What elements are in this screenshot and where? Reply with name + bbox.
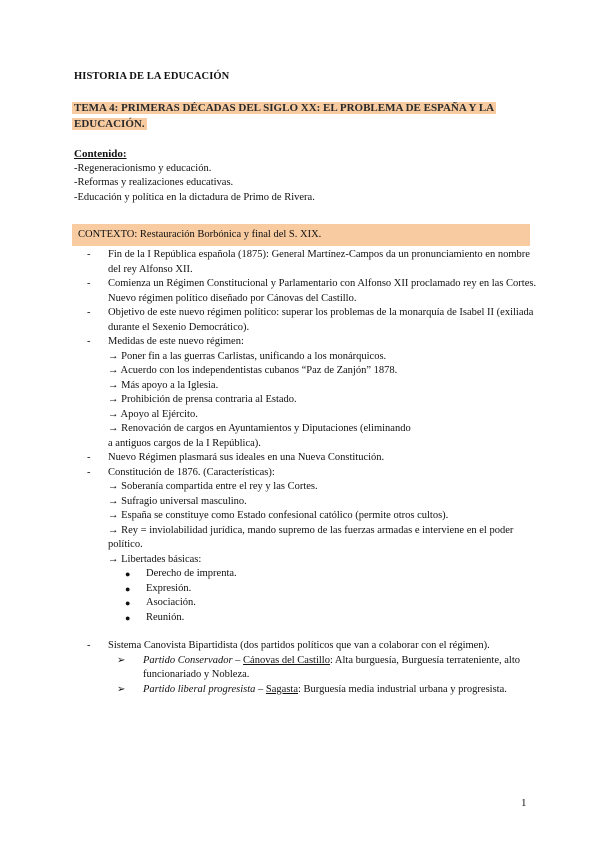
contents-section <box>74 147 544 205</box>
list-item-text: Objetivo de este nuevo régimen político: superar los problemas de la monarquía de Isabel II (exiliada durante el Sexenio Democrático). <box>108 307 534 333</box>
party-item <box>117 654 537 683</box>
arrow-right-icon: → <box>108 481 119 492</box>
arrow-right-icon: → <box>108 423 119 434</box>
dash-marker: - <box>87 452 91 463</box>
list-item-text: Fin de la I República española (1875): General Martínez-Campos da un pronunciamiento en nombre del rey Alfonso XII. <box>108 249 530 275</box>
party-leader: Cánovas del Castillo <box>243 654 330 666</box>
context-label: CONTEXTO: Restauración Borbónica y final del S. XIX. <box>78 228 322 240</box>
freedom-item: ● Derecho de imprenta. <box>120 567 537 582</box>
spacer <box>87 625 537 639</box>
freedoms-list <box>120 567 537 625</box>
list-item <box>87 451 537 466</box>
measure-line: → Acuerdo con los independentistas cubanos “Paz de Zanjón” 1878. <box>108 365 398 376</box>
arrow-right-icon: → <box>108 524 119 536</box>
arrow-right-icon: → <box>108 350 119 362</box>
topic-title <box>72 101 532 132</box>
list-item-text: Nuevo Régimen plasmará sus ideales en una Nueva Constitución. <box>108 452 385 463</box>
feature-line: → Sufragio universal masculino. <box>108 495 247 507</box>
feature-line: → Soberanía compartida entre el rey y las Cortes. <box>108 481 318 492</box>
list-item-text: Constitución de 1876. (Características): <box>108 466 275 478</box>
measure-line: → Más apoyo a la Iglesia. <box>108 379 219 391</box>
list-item-text: Comienza un Régimen Constitucional y Parlamentario con Alfonso XII proclamado rey en las Cortes. Nuevo régimen político diseñado por Cánovas del Castillo. <box>108 278 537 304</box>
arrow-right-icon: → <box>108 495 119 507</box>
bullet-icon: ● <box>125 612 131 623</box>
list-item-constitution <box>87 466 537 626</box>
context-banner <box>72 224 530 246</box>
contents-item: -Reformas y realizaciones educativas. <box>74 177 234 188</box>
list-item-measures <box>87 335 537 451</box>
measure-line: → Renovación de cargos en Ayuntamientos y Diputaciones (eliminando <box>108 423 411 434</box>
measure-line: → Poner fin a las guerras Carlistas, unificando a los monárquicos. <box>108 350 387 362</box>
feature-line: → España se constituye como Estado confesional católico (permite otros cultos). <box>108 510 449 521</box>
arrow-right-icon: → <box>108 510 119 521</box>
bullet-icon: ● <box>125 583 131 594</box>
feature-line: → Libertades básicas: <box>108 553 202 565</box>
party-item <box>117 683 537 698</box>
document-title: HISTORIA DE LA EDUCACIÓN <box>74 71 230 82</box>
dash-marker: - <box>87 307 91 318</box>
party-description: : Burguesía media industrial urbana y progresista. <box>297 683 507 695</box>
feature-line: → Rey = inviolabilidad jurídica, mando supremo de las fuerzas armadas e interviene en el poder político. <box>108 524 514 550</box>
arrow-right-icon: → <box>108 553 119 565</box>
arrow-right-icon: → <box>108 408 119 420</box>
arrow-right-icon: → <box>108 379 119 391</box>
contents-heading: Contenido: <box>74 148 127 160</box>
dash-marker: - <box>87 640 91 651</box>
bullet-icon: ● <box>125 598 131 608</box>
contents-item: -Educación y política en la dictadura de Primo de Rivera. <box>74 191 315 203</box>
party-leader: Sagasta <box>265 683 298 695</box>
page-number: 1 <box>521 797 527 809</box>
topic-title-text: TEMA 4: PRIMERAS DÉCADAS DEL SIGLO XX: EL PROBLEMA DE ESPAÑA Y LA EDUCACIÓN. <box>74 102 495 130</box>
arrowhead-icon: ➢ <box>117 654 126 666</box>
freedom-item: ● Reunión. <box>120 611 537 626</box>
list-item-text: Sistema Canovista Bipartidista (dos partidos políticos que van a colaborar con el régimen). <box>108 640 490 651</box>
main-list <box>87 248 537 697</box>
parties-list <box>117 654 537 698</box>
bullet-icon: ● <box>125 569 131 579</box>
freedom-item: ● Expresión. <box>120 582 537 597</box>
dash-marker: - <box>87 278 91 289</box>
dash-marker: - <box>87 466 91 478</box>
party-separator: – <box>232 654 244 666</box>
measure-line: → Prohibición de prensa contraria al Estado. <box>108 394 297 405</box>
arrow-right-icon: → <box>108 394 119 405</box>
party-name: Partido liberal progresista <box>143 683 256 695</box>
measure-line: → Apoyo al Ejército. <box>108 408 198 420</box>
arrow-right-icon: → <box>108 365 119 376</box>
party-separator: – <box>255 683 266 695</box>
party-description: : Alta burguesía, Burguesía terrateniente, alto funcionariado y Nobleza. <box>143 654 520 680</box>
party-name: Partido Conservador <box>143 654 233 666</box>
dash-marker: - <box>87 336 91 347</box>
measure-continuation: a antiguos cargos de la I República). <box>108 437 261 449</box>
dash-marker: - <box>87 249 91 260</box>
freedom-item: ● Asociación. <box>120 596 537 611</box>
list-item-text: Medidas de este nuevo régimen: <box>108 336 244 347</box>
arrowhead-icon: ➢ <box>117 683 126 695</box>
contents-item: -Regeneracionismo y educación. <box>74 162 212 174</box>
list-item <box>87 248 537 277</box>
list-item <box>87 277 537 306</box>
list-item-parties <box>87 639 537 697</box>
list-item <box>87 306 537 335</box>
